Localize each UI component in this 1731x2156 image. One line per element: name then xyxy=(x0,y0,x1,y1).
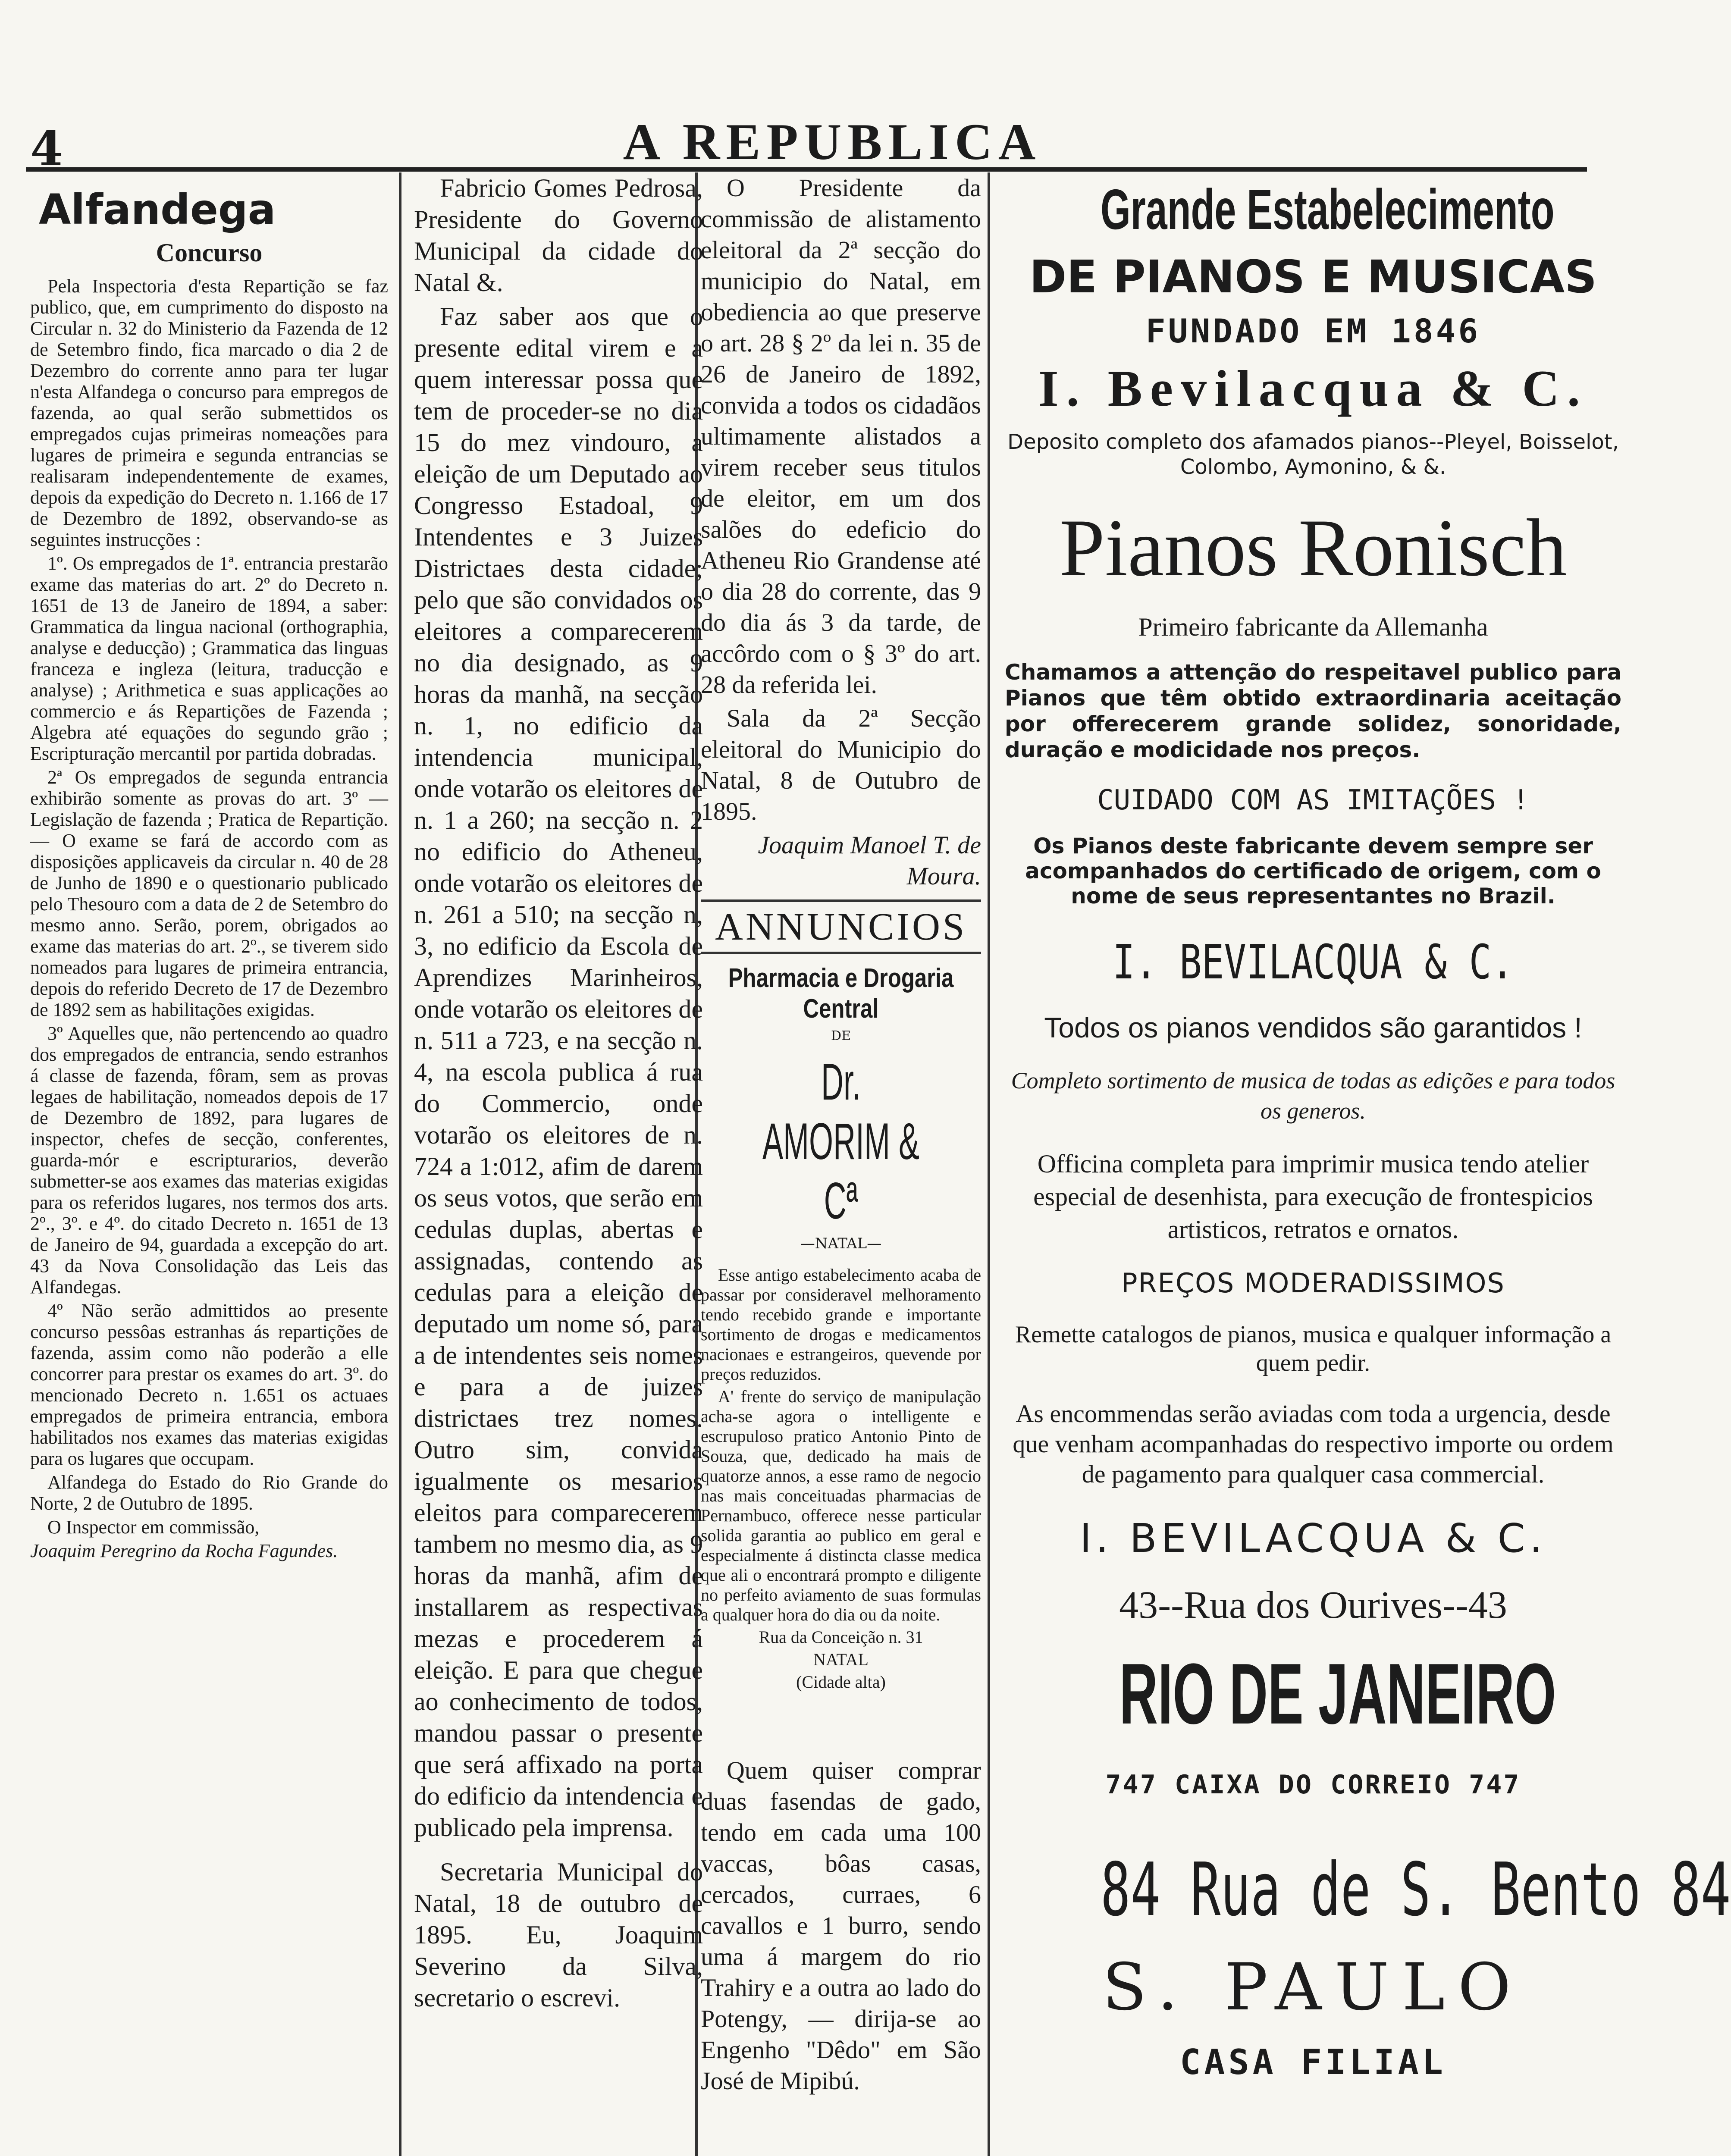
spacer xyxy=(701,1695,981,1755)
ad-line: Grande Estabelecimento xyxy=(1101,178,1555,241)
ad-line: 747 CAIXA DO CORREIO 747 xyxy=(1105,1770,1521,1800)
column-edital xyxy=(414,172,703,2016)
pharmacy-address: Rua da Conceição n. 31 xyxy=(759,1627,923,1647)
pharmacy-name: Pharmacia e Drogaria Central xyxy=(728,963,954,1024)
alfandega-paragraph: 4º Não serão admittidos ao presente concurso pessôas estranhas ás repartições de fazenda, assim como não poderão a elle concorrer para prestar os exames do art. 3º. do mencionado Decreto n. 1.651 os actuaes empregados de primeira entrancia, embora habilitados nos exames das materias exigidas para os lugares que occupam. xyxy=(30,1300,388,1469)
pharmacy-paragraph: Esse antigo estabelecimento acaba de passar por consideravel melhoramento tendo recebido grande e importante sortimento de drogas e medicamentos nacionaes e estrangeiros, quevende por preços reduzidos. xyxy=(701,1265,981,1384)
ad-line: Chamamos a attenção do respeitavel publico para Pianos que têm obtido extraordinaria aceitação por offerecerem grande solidez, sonoridade, duração e modicidade nos preços. xyxy=(1005,660,1621,762)
edital-paragraph: Fabricio Gomes Pedrosa, Presidente do Governo Municipal da cidade do Natal &. xyxy=(414,174,703,297)
column-annuncios xyxy=(701,172,981,2099)
alfandega-paragraph: 1º. Os empregados de 1ª. entrancia prestarão exame das materias do art. 2º do Decreto n. 1651 de 13 de Janeiro de 1894, a saber: Grammatica da lingua nacional (orthographia, analyse e deducção) ; Grammatica das linguas franceza e ingleza (leitura, traducção e analyse) ; Arithmetica e suas applicações ao commercio e ás Repartições de Fazenda ; Algebra até equações do segundo grão ; Escripturação mercantil por partida dobradas. xyxy=(30,553,388,764)
edital-paragraph: Secretaria Municipal do Natal, 18 de outubro de 1895. Eu, Joaquim Severino da Silva, secretario o escrevi. xyxy=(414,1858,703,2012)
column-divider-3 xyxy=(988,172,990,2156)
ad-line: CASA FILIAL xyxy=(1180,2042,1446,2082)
ad-line: S. PAULO xyxy=(1102,1950,1524,2025)
column-bevilacqua-ad xyxy=(1000,172,1731,2082)
ad-line: Primeiro fabricante da Allemanha xyxy=(1138,613,1488,641)
pharmacy-owner: Dr. AMORIM & Cª xyxy=(762,1053,920,1230)
signer-name: Joaquim Peregrino da Rocha Fagundes. xyxy=(30,1540,338,1561)
fazenda-paragraph: Quem quiser comprar duas fasendas de gado, tendo em cada uma 100 vaccas, bôas casas, cercados, curraes, 6 cavallos e 1 burro, sendo uma á margem do rio Trahiry e a outra ao lado do Potengy, — dirija-se ao Engenho "Dêdo" em São José de Mipibú. xyxy=(701,1756,981,2095)
ad-line: I. BEVILACQUA & C. xyxy=(1079,1515,1547,1561)
pharmacy-de: DE xyxy=(831,1028,851,1044)
ad-line: PREÇOS MODERADISSIMOS xyxy=(1121,1267,1505,1299)
alfandega-title: Alfandega xyxy=(39,185,276,234)
page-number: 4 xyxy=(30,121,63,176)
pharmacy-city: —NATAL— xyxy=(800,1235,882,1252)
pharmacy-address: NATAL xyxy=(813,1650,869,1669)
column-divider-1 xyxy=(399,172,401,2156)
ad-line: As encommendas serão aviadas com toda a urgencia, desde que venham acompanhadas do respectivo importe ou ordem de pagamento para qualquer casa commercial. xyxy=(1013,1400,1614,1488)
ad-line: Remette catalogos de pianos, musica e qualquer informação a quem pedir. xyxy=(1015,1321,1612,1376)
alistamento-paragraph: O Presidente da commissão de alistamento eleitoral da 2ª secção do municipio do Natal, em obediencia ao que preserve o art. 28 § 2º da lei n. 35 de 26 de Janeiro de 1892, convida a todos os cidadãos ultimamente alistados a virem receber seus titulos de eleitor, em um dos salões do edeficio do Atheneu Rio Grandense até o dia 28 do corrente, das 9 do dia ás 3 da tarde, de accôrdo com o § 3º do art. 28 da referida lei. xyxy=(701,174,981,699)
ad-line: Todos os pianos vendidos são garantidos ! xyxy=(1044,1012,1582,1044)
ad-line: DE PIANOS E MUSICAS xyxy=(1029,251,1597,303)
edital-paragraph: Faz saber aos que o presente edital virem e a quem interessar possa que tem de proceder-se no dia 15 do mez vindouro, a eleição de um Deputado ao Congresso Estadoal, 9 Intendentes e 3 Juizes Districtaes desta cidade; pelo que são convidados os eleitores a comparecerem no dia designado, as 9 horas da manhã, na secção n. 1, no edificio da intendencia municipal, onde votarão os eleitores de n. 1 a 260; na secção n. 2 no edificio do Atheneu, onde votarão os eleitores de n. 261 a 510; na secção n, 3, no edificio da Escola de Aprendizes Marinheiros, onde votarão os eleitores de n. 511 a 723, e na secção n. 4, na escola publica á rua do Commercio, onde votarão os eleitores de n. 724 a 1:012, afim de darem os seus votos, que serão em cedulas duplas, abertas e assignadas, contendo as cedulas para a eleição de deputado um nome só, para a de intendentes seis nomes e para a de juizes districtaes trez nomes. Outro sim, convida igualmente os mesarios eleitos para comparecerem tambem no mesmo dia, as 9 horas da manhã, afim de installarem as respectivas mezas e procederem á eleição. E para que chegue ao conhecimento de todos, mandou passar o presente que será affixado na porta do edificio da intendencia e publicado pela imprensa. xyxy=(414,302,703,1842)
ad-line: I. BEVILACQUA & C. xyxy=(1113,934,1514,990)
ad-line: 43--Rua dos Ourives--43 xyxy=(1119,1584,1507,1626)
ad-line: FUNDADO EM 1846 xyxy=(1145,312,1481,350)
alistamento-paragraph: Sala da 2ª Secção eleitoral do Municipio do Natal, 8 de Outubro de 1895. xyxy=(701,704,981,825)
annuncios-heading: ANNUNCIOS xyxy=(701,899,981,954)
signer-role: O Inspector em commissão, xyxy=(47,1517,260,1538)
alfandega-paragraph: 3º Aquelles que, não pertencendo ao quadro dos empregados de entrancia, sendo estranhos á classe de fazenda, fôram, sem as provas legaes de habilitação, nomeados depois de 17 de Dezembro de 1892, para lugares de inspector, chefes de secção, conferentes, guarda-mór e escripturarios, deverão submetter-se aos exames das materias exigidas para os referidos lugares, nos termos dos arts. 2º., 3º. e 4º. do citado Decreto n. 1651 de 13 de Janeiro de 94, guardada a excepção do art. 43 da Nova Consolidação das Leis das Alfandegas. xyxy=(30,1023,388,1297)
pharmacy-address: (Cidade alta) xyxy=(796,1672,886,1692)
header-rule xyxy=(26,167,1587,172)
ad-line: Pianos Ronisch xyxy=(1059,503,1567,593)
ad-line: Completo sortimento de musica de todas as edições e para todos os generos. xyxy=(1011,1068,1615,1124)
alfandega-paragraph: Pela Inspectoria d'esta Repartição se faz publico, que, em cumprimento do disposto na Circular n. 32 do Ministerio da Fazenda de 12 de Setembro findo, fica marcado o dia 2 de Dezembro do corrente anno para ter lugar n'esta Alfandega o concurso para empregos de fazenda, ao qual serão submettidos os empregados cujas primeiras nomeações para lugares de primeira e segunda entrancias se realisaram independentemente de exames, depois da expedição do Decreto n. 1.166 de 17 de Dezembro de 1892, observando-se as seguintes instrucções : xyxy=(30,276,388,550)
ad-line: RIO DE JANEIRO xyxy=(1119,1646,1556,1742)
ad-line: Os Pianos deste fabricante devem sempre ser acompanhados do certificado de origem, com o nome de seus representantes no Brazil. xyxy=(1025,834,1601,909)
masthead-title: A REPUBLICA xyxy=(623,113,1042,170)
alfandega-place-date: Alfandega do Estado do Rio Grande do Norte, 2 de Outubro de 1895. xyxy=(30,1472,388,1514)
pharmacy-paragraph: A' frente do serviço de manipulação acha-se agora o intelligente e escrupuloso pratico Antonio Pinto de Souza, que, dedicado ha mais de quatorze annos, a esse ramo de negocio nas mais conceituadas pharmacias de Pernambuco, offerece nesse particular solida garantia ao publico em geral e especialmente á distincta classe medica que ali o encontrará prompto e diligente no perfeito aviamento de suas formulas a qualquer hora do dia ou da noite. xyxy=(701,1387,981,1624)
ad-line: Officina completa para imprimir musica tendo atelier especial de desenhista, para execução de frontespicios artisticos, retratos e ornatos. xyxy=(1033,1150,1593,1244)
ad-line: I. Bevilacqua & C. xyxy=(1038,360,1588,417)
ad-line: Deposito completo dos afamados pianos--Pleyel, Boisselot, Colombo, Aymonino, & &. xyxy=(1007,430,1619,479)
alfandega-paragraph: 2ª Os empregados de segunda entrancia exhibirão somente as provas do art. 3º — Legislação de fazenda ; Pratica de Repartição.— O exame se fará de accordo com as disposições applicaveis da circular n. 40 de 28 de Junho de 1890 e o questionario publicado pelo Thesouro com a data de 2 de Setembro do mesmo anno. Serão, porem, obrigados ao exame das materias do art. 2º., se tiverem sido nomeados para lugares de primeira entrancia, depois do referido Decreto de 17 de Dezembro de 1892 sem as habilitações exigidas. xyxy=(30,767,388,1020)
concurso-subtitle: Concurso xyxy=(156,238,263,267)
ad-line: CUIDADO COM AS IMITAÇÕES ! xyxy=(1097,784,1529,816)
column-alfandega xyxy=(30,172,388,1564)
ad-line: 84 Rua de S. Bento 84 xyxy=(1101,1847,1731,1933)
alistamento-signature: Joaquim Manoel T. de Moura. xyxy=(758,831,981,890)
